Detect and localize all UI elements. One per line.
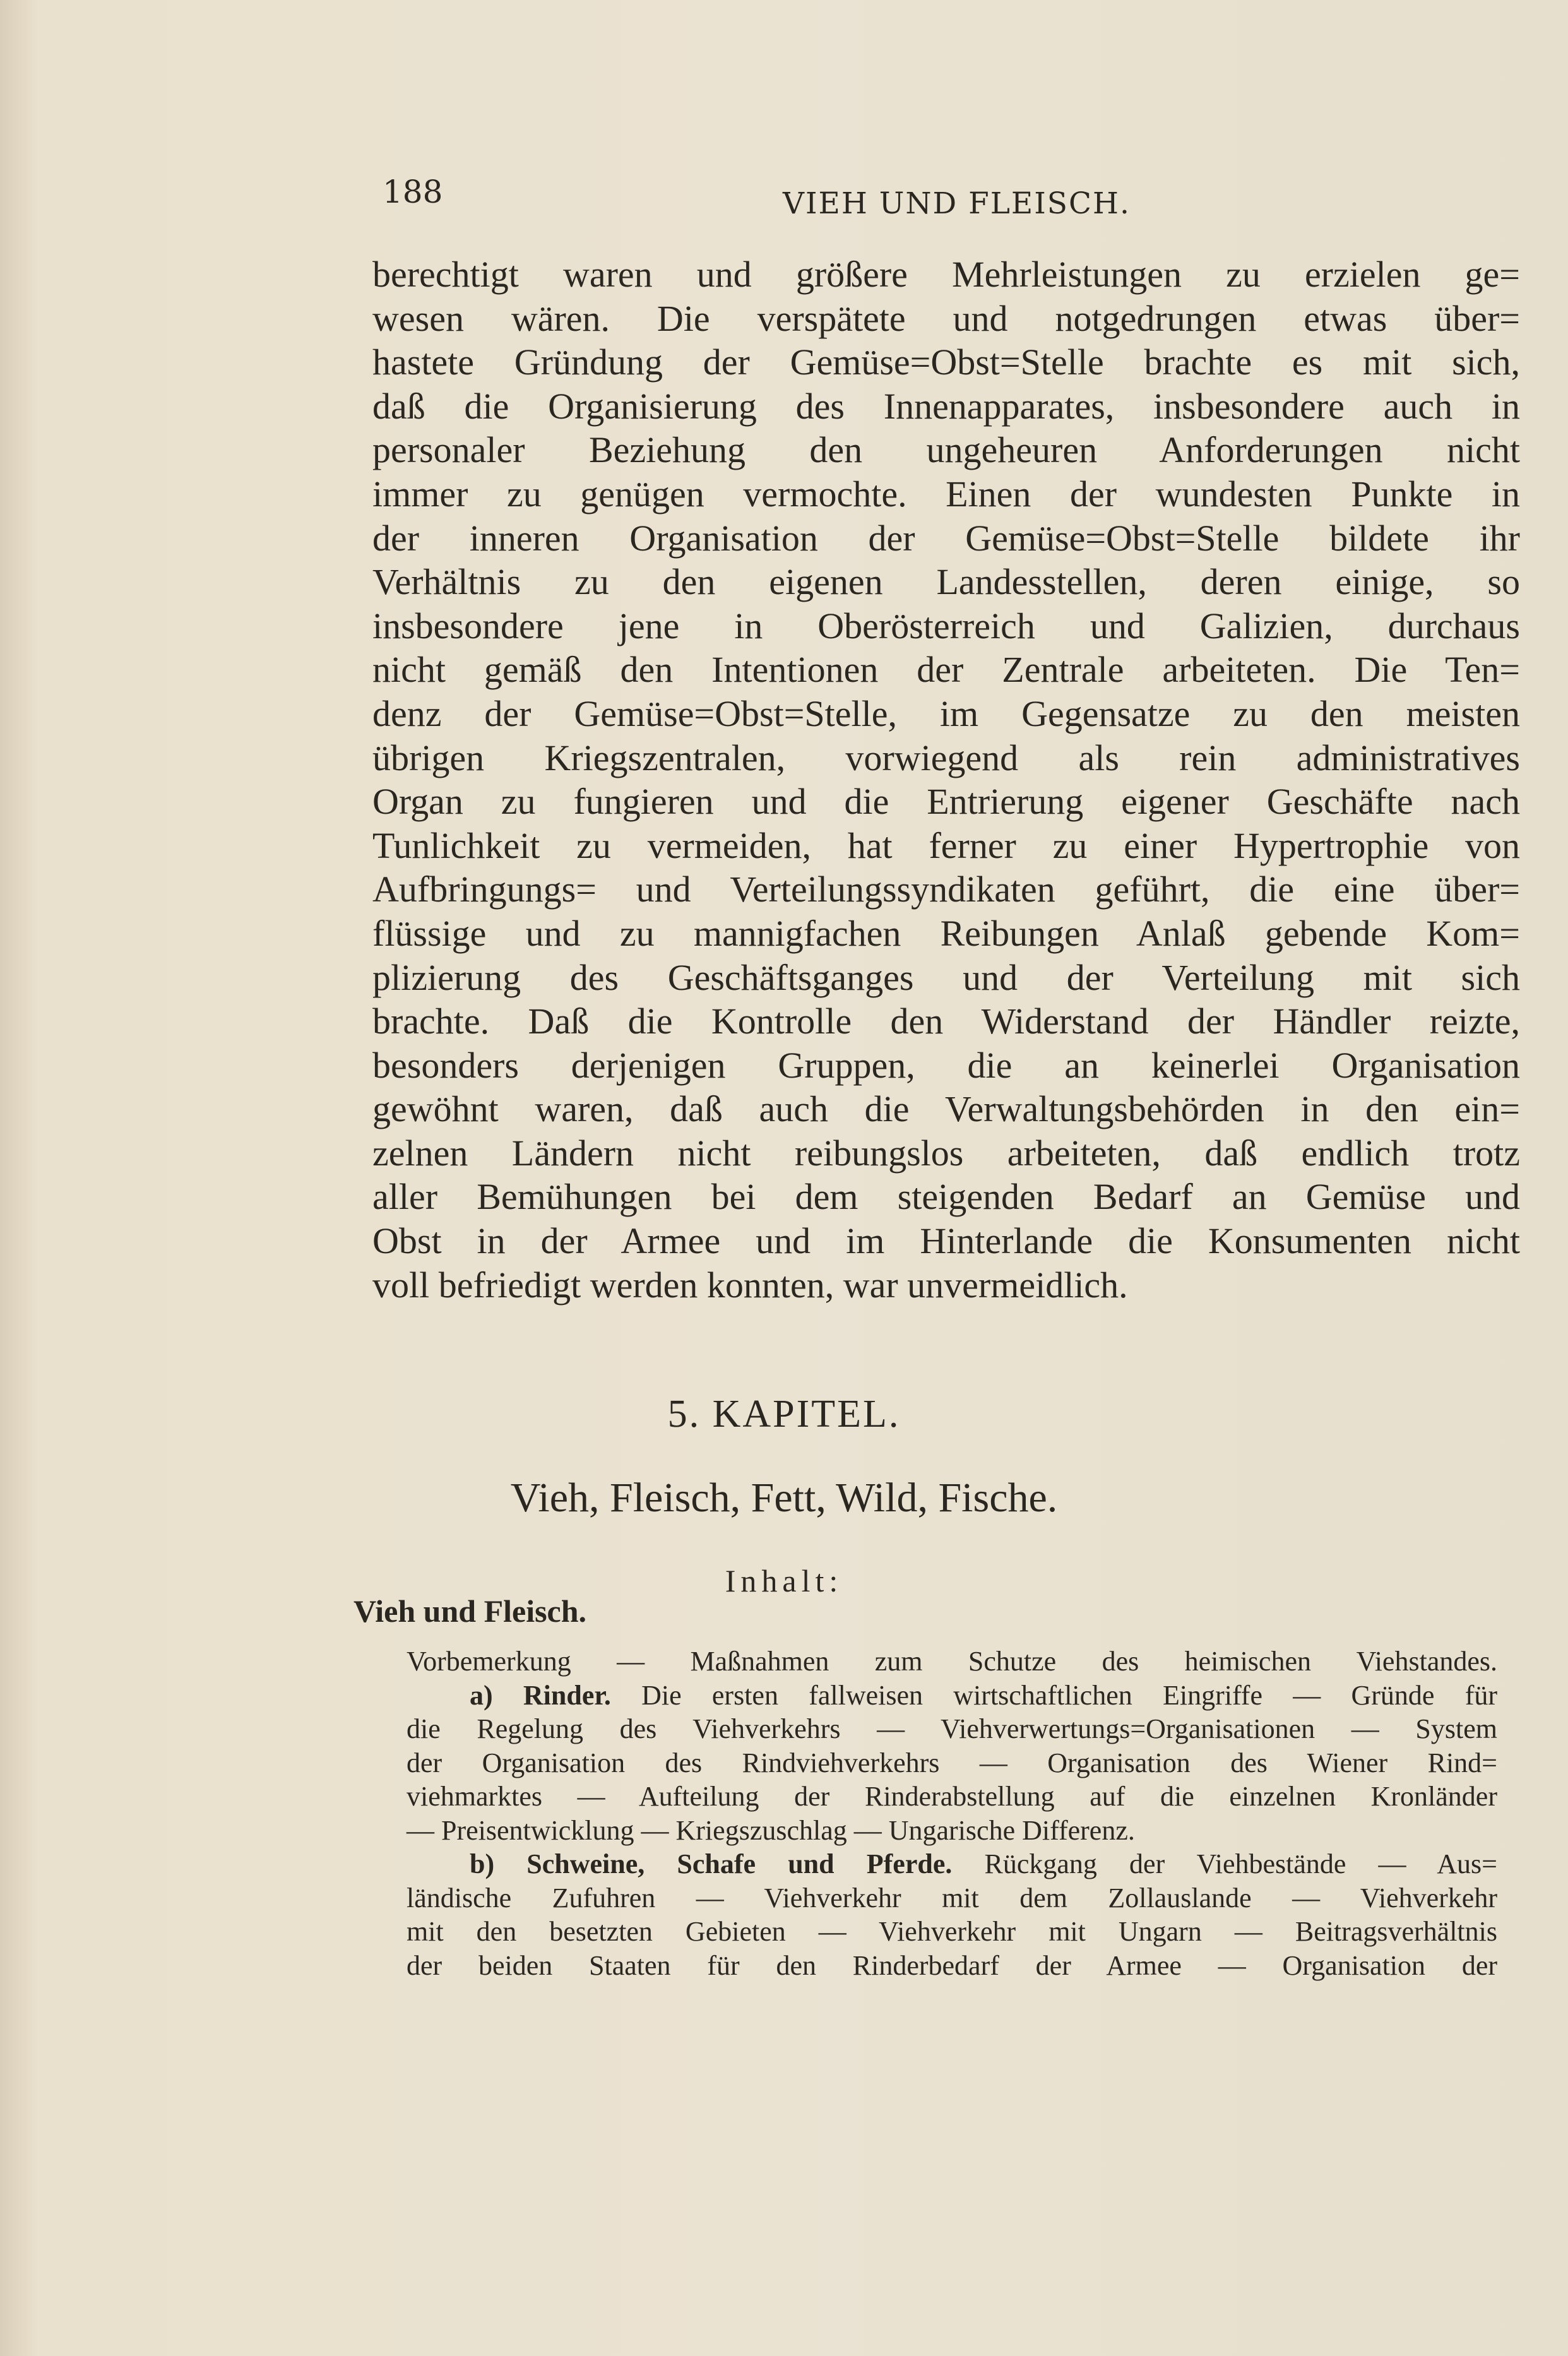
body-line: brachte. Daß die Kontrolle den Widerstand der Händler reizte,	[372, 1001, 1520, 1042]
contents-text: viehmarktes — Aufteilung der Rinderabstellung auf die einzelnen Kronländer	[407, 1781, 1497, 1812]
body-line: voll befriedigt werden konnten, war unvermeidlich.	[372, 1264, 1128, 1306]
body-line: flüssige und zu mannigfachen Reibungen Anlaß gebende Kom=	[372, 912, 1520, 954]
chapter-contents	[407, 1645, 1497, 1982]
body-line: übrigen Kriegszentralen, vorwiegend als rein administratives	[372, 737, 1520, 778]
body-line: hastete Gründung der Gemüse=Obst=Stelle brachte es mit sich,	[372, 342, 1520, 383]
contents-text: Vorbemerkung — Maßnahmen zum Schutze des heimischen Viehstandes.	[407, 1646, 1497, 1677]
contents-line	[407, 1814, 1497, 1848]
contents-line	[407, 1679, 1497, 1713]
body-line: insbesondere jene in Oberösterreich und Galizien, durchaus	[372, 605, 1520, 646]
body-line: Tunlichkeit zu vermeiden, hat ferner zu einer Hypertrophie von	[372, 824, 1520, 866]
chapter-number: 5. KAPITEL.	[667, 1393, 901, 1436]
contents-text: der beiden Staaten für den Rinderbedarf der Armee — Organisation der	[407, 1949, 1497, 1981]
body-line: Organ zu fungieren und die Entrierung eigener Geschäfte nach	[372, 781, 1520, 823]
contents-line	[407, 1780, 1497, 1814]
body-line: Obst in der Armee und im Hinterlande die Konsumenten nicht	[372, 1220, 1520, 1262]
running-head: VIEH UND FLEISCH.	[783, 186, 1131, 221]
page-header	[0, 174, 1568, 224]
contents-line	[407, 1746, 1497, 1780]
body-line: denz der Gemüse=Obst=Stelle, im Gegensatze zu den meisten	[372, 693, 1520, 734]
body-line: Verhältnis zu den eigenen Landesstellen, deren einige, so	[372, 561, 1520, 603]
contents-text: — Preisentwicklung — Kriegszuschlag — Ungarische Differenz.	[407, 1814, 1135, 1846]
body-line: berechtigt waren und größere Mehrleistungen zu erzielen ge=	[372, 254, 1520, 295]
contents-line	[407, 1847, 1497, 1881]
body-line: aller Bemühungen bei dem steigenden Bedarf an Gemüse und	[372, 1176, 1520, 1218]
contents-text: Rückgang der Viehbestände — Aus=	[952, 1848, 1497, 1879]
contents-text: die Regelung des Viehverkehrs — Viehverwertungs=Organisationen — System	[407, 1713, 1497, 1744]
body-line: nicht gemäß den Intentionen der Zentrale arbeiteten. Die Ten=	[372, 649, 1520, 691]
body-line: der inneren Organisation der Gemüse=Obst=Stelle bildete ihr	[372, 517, 1520, 559]
chapter-title: Vieh, Fleisch, Fett, Wild, Fische.	[510, 1475, 1058, 1521]
page-number: 188	[383, 174, 443, 210]
contents-text: ländische Zufuhren — Viehverkehr mit dem Zollauslande — Viehverkehr	[407, 1882, 1497, 1913]
contents-line	[407, 1949, 1497, 1983]
contents-bold: b) Schweine, Schafe und Pferde.	[470, 1848, 953, 1879]
body-line: personaler Beziehung den ungeheuren Anforderungen nicht	[372, 429, 1520, 471]
contents-text: Die ersten fallweisen wirtschaftlichen Eingriffe — Gründe für	[610, 1679, 1497, 1711]
body-line: zelnen Ländern nicht reibungslos arbeiteten, daß endlich trotz	[372, 1132, 1520, 1174]
contents-line	[407, 1915, 1497, 1949]
contents-text: der Organisation des Rindviehverkehrs — Organisation des Wiener Rind=	[407, 1747, 1497, 1778]
contents-bold: a) Rinder.	[470, 1679, 611, 1711]
contents-line	[407, 1645, 1497, 1679]
body-line: immer zu genügen vermochte. Einen der wundesten Punkte in	[372, 473, 1520, 515]
body-line: besonders derjenigen Gruppen, die an keinerlei Organisation	[372, 1044, 1520, 1086]
contents-label: Inhalt:	[725, 1563, 843, 1598]
body-line: gewöhnt waren, daß auch die Verwaltungsbehörden in den ein=	[372, 1088, 1520, 1130]
body-line: Aufbringungs= und Verteilungssyndikaten geführt, die eine über=	[372, 869, 1520, 910]
contents-line	[407, 1712, 1497, 1746]
contents-text: mit den besetzten Gebieten — Viehverkehr mit Ungarn — Beitragsverhältnis	[407, 1916, 1497, 1947]
contents-line	[407, 1881, 1497, 1915]
body-line: plizierung des Geschäftsganges und der Verteilung mit sich	[372, 956, 1520, 998]
body-line: wesen wären. Die verspätete und notgedrungen etwas über=	[372, 297, 1520, 339]
body-paragraph	[372, 253, 1520, 1307]
body-line: daß die Organisierung des Innenapparates, insbesondere auch in	[372, 385, 1520, 427]
section-heading: Vieh und Fleisch.	[353, 1593, 587, 1629]
